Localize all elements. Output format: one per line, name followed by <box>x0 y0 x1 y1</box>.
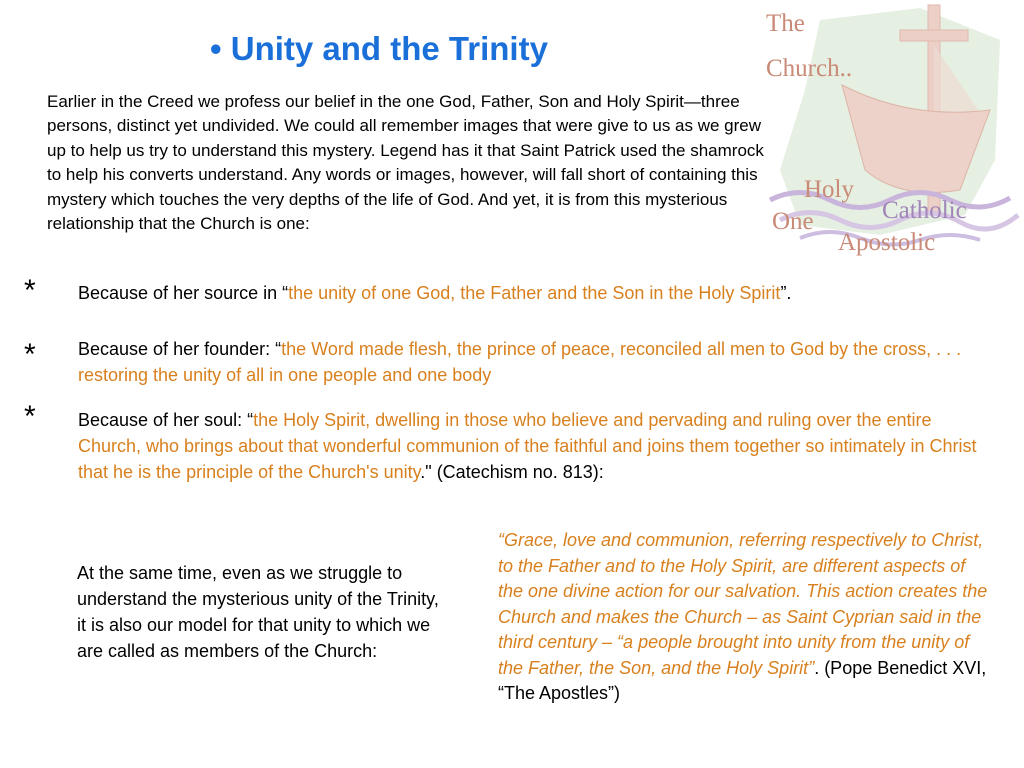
quote-text: Grace, love and communion, referring respectively to Christ, to the Father and to the Holy Spirit, are different aspects of the one divine action for our salvation. This action creates the Church and makes the Church – as Saint Cyprian said in the third century – “a people brought into unity from the unity of the Father, the Son, and the Holy Spirit <box>498 530 988 678</box>
logo-text-catholic: Catholic <box>882 197 967 224</box>
bullet-lead: Because of her founder: “ <box>78 339 282 359</box>
logo-text-apostolic: Apostolic <box>838 229 936 256</box>
bullet-quote: the Word made flesh, the prince of peace, reconciled all men to God by the cross, . . . restoring the unity of all in one people and one body <box>78 339 962 385</box>
logo-text-one: One <box>772 208 814 235</box>
logo-text-church: Church.. <box>766 55 853 82</box>
bullet-tail: ”. <box>780 283 792 303</box>
bullet-source <box>78 280 978 306</box>
bullet-quote: the unity of one God, the Father and the Son in the Holy Spirit <box>288 283 781 303</box>
quote-open: “ <box>498 530 504 550</box>
bullet-tail: ." (Catechism no. 813): <box>420 462 604 482</box>
benedict-quote <box>498 528 988 707</box>
bullet-soul <box>78 407 978 485</box>
intro-paragraph: Earlier in the Creed we profess our belief in the one God, Father, Son and Holy Spirit—three persons, distinct yet undivided. We could all remember images that were give to us as we grew up to help us try to understand this mystery. Legend has it that Saint Patrick used the shamrock to help his converts understand. Any words or images, however, will fall short of containing this mystery which touches the very depths of the life of God. And yet, it is from this mysterious relationship that the Church is one: <box>47 92 764 234</box>
left-paragraph: At the same time, even as we struggle to understand the mysterious unity of the Trinity, it is also our model for that unity to which we are called as members of the Church: <box>77 563 439 661</box>
bullet-lead: Because of her soul: “ <box>78 410 254 430</box>
title-text: Unity and the Trinity <box>230 30 548 67</box>
logo-text-the: The <box>766 10 805 37</box>
bullet-star-3: * <box>24 400 36 433</box>
church-boat-logo <box>760 0 1024 270</box>
bullet-quote: the Holy Spirit, dwelling in those who believe and pervading and ruling over the entire Church, who brings about that wonderful communion of the faithful and joins them together so intimately in Christ that he is the principle of the Church's unity <box>78 410 977 482</box>
quote-citation: . (Pope Benedict XVI, “The Apostles”) <box>498 657 987 703</box>
slide-title <box>210 30 548 68</box>
title-bullet: • <box>210 30 222 67</box>
bullet-lead: Because of her source in “ <box>78 283 289 303</box>
quote-close: ” <box>808 657 815 678</box>
bullet-star-2: * <box>24 338 36 371</box>
bullet-star-1: * <box>24 274 36 307</box>
bullet-founder <box>78 336 978 388</box>
logo-text-holy: Holy <box>804 176 854 203</box>
